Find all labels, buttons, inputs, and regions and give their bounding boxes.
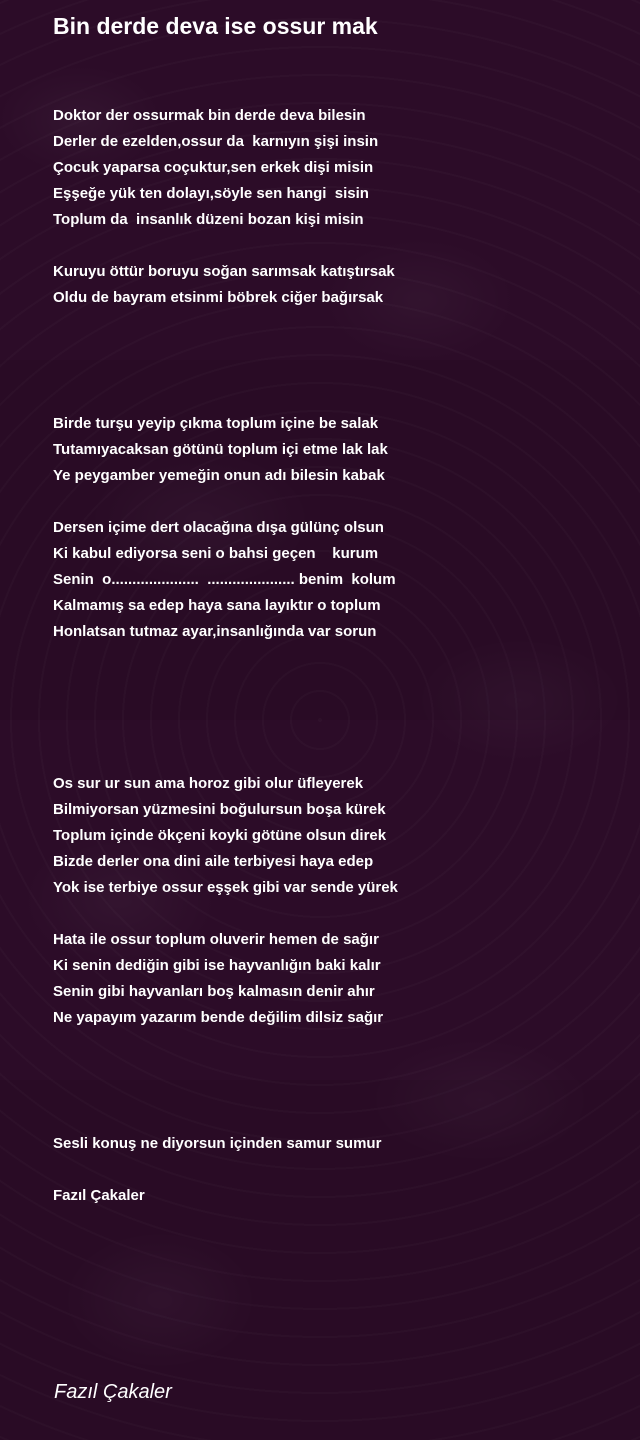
poem-line: Senin o..................... ..................... benim kolum: [53, 571, 396, 588]
poem-line: Sesli konuş ne diyorsun içinden samur sumur: [53, 1135, 382, 1152]
poem-line: Oldu de bayram etsinmi böbrek ciğer bağırsak: [53, 289, 384, 306]
poem-line: Derler de ezelden,ossur da karnıyın şişi insin: [53, 133, 379, 150]
poem-line: Ye peygamber yemeğin onun adı bilesin kabak: [53, 467, 385, 484]
poem-line: Ki senin dediğin gibi ise hayvanlığın baki kalır: [53, 957, 381, 974]
poem-line: Dersen içime dert olacağına dışa gülünç olsun: [53, 519, 384, 536]
poem-line: Doktor der ossurmak bin derde deva bilesin: [53, 107, 366, 124]
poem-signature: Fazıl Çakaler: [53, 1187, 145, 1204]
stanza-4: [53, 515, 396, 645]
stanza-5: [53, 771, 398, 901]
poem-line: Bilmiyorsan yüzmesini boğulursun boşa kürek: [53, 801, 386, 818]
stanza-7: [53, 1131, 381, 1157]
poem-line: Ki kabul ediyorsa seni o bahsi geçen kurum: [53, 545, 379, 562]
poem-line: Tutamıyacaksan götünü toplum içi etme lak lak: [53, 441, 388, 458]
poem-line: Yok ise terbiye ossur eşşek gibi var sende yürek: [53, 879, 398, 896]
poem-line: Kuruyu öttür boruyu soğan sarımsak katıştırsak: [53, 263, 395, 280]
poem-line: Bizde derler ona dini aile terbiyesi haya edep: [53, 853, 374, 870]
poem-line: Çocuk yaparsa coçuktur,sen erkek dişi misin: [53, 159, 374, 176]
stanza-6: [53, 927, 383, 1031]
poem-title: Bin derde deva ise ossur mak: [53, 13, 378, 39]
poem-line: Os sur ur sun ama horoz gibi olur üfleyerek: [53, 775, 364, 792]
poem-line: Hata ile ossur toplum oluverir hemen de sağır: [53, 931, 379, 948]
stanza-2: [53, 259, 395, 311]
poem-line: Ne yapayım yazarım bende değilim dilsiz sağır: [53, 1009, 384, 1026]
poem-line: Birde turşu yeyip çıkma toplum içine be salak: [53, 415, 379, 432]
poem-line: Toplum içinde ökçeni koyki götüne olsun direk: [53, 827, 387, 844]
poem-line: Toplum da insanlık düzeni bozan kişi misin: [53, 211, 364, 228]
poem-line: Honlatsan tutmaz ayar,insanlığında var sorun: [53, 623, 377, 640]
poem-line: Eşşeğe yük ten dolayı,söyle sen hangi sisin: [53, 185, 369, 202]
stanza-3: [53, 411, 388, 489]
poem-line: Senin gibi hayvanları boş kalmasın denir ahır: [53, 983, 375, 1000]
poem-line: Kalmamış sa edep haya sana layıktır o toplum: [53, 597, 381, 614]
footer-author: Fazıl Çakaler: [54, 1381, 172, 1403]
stanza-1: [53, 103, 378, 233]
poem-signature-block: [53, 1183, 145, 1209]
